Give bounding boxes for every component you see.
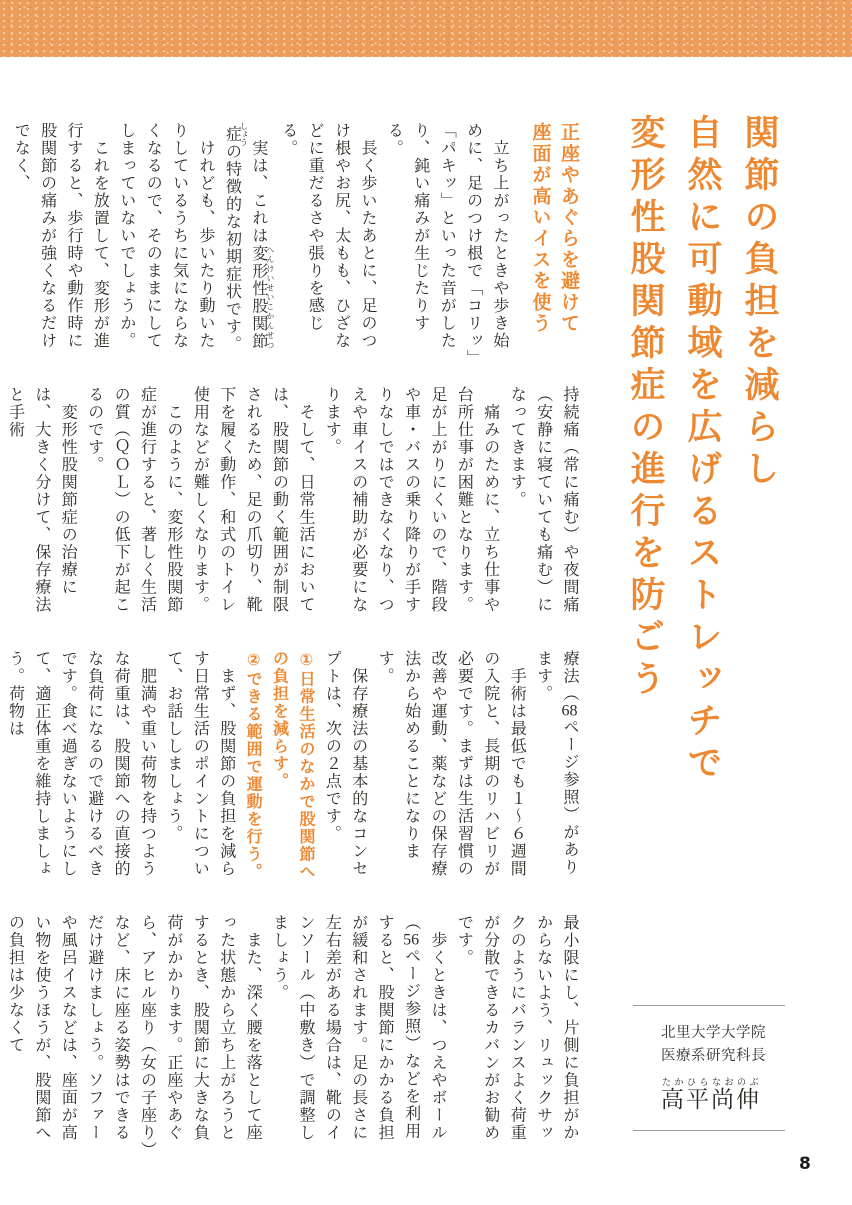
- text-segment: ①日常生活のなかで股関節への負担を減らす。: [270, 650, 314, 881]
- text-segment: 68: [561, 702, 578, 719]
- title-line: 自然に可動域を広げるストレッチで: [683, 114, 722, 786]
- text-section-4: [6, 914, 582, 1154]
- paragraph: [265, 914, 450, 1154]
- paragraph: [186, 386, 318, 626]
- paragraph: [7, 122, 113, 362]
- text-segment: 保存療法の基本的なコンセプトは、次の２点です。: [323, 650, 367, 878]
- text-segment: ページ参照）などを利用すると、股関節にかかる負担が緩和されます。足の長さに左右差がある場合は、靴のインソール（中敷き）で調整しましょう。: [270, 914, 420, 1142]
- text-segment: 変形性股関節症の治療には、大きく分けて、保存療法と手術: [6, 386, 77, 614]
- paragraph: [1, 650, 159, 890]
- subheading-line: 座面が高いイスを使う: [529, 122, 551, 334]
- ruby-text: 症 しょう: [223, 122, 249, 146]
- text-section-2: [6, 386, 582, 626]
- article-title: [617, 114, 788, 822]
- paragraph: [112, 122, 218, 362]
- text-section-3: [6, 650, 582, 890]
- author-name: [661, 1077, 785, 1114]
- text-segment: このように、変形性股関節症が進行すると、著しく生活の質（ＱＯＬ）の低下が起こるのです。: [85, 386, 182, 614]
- text-segment: そして、日常生活においては、股関節の動く範囲が制限されるため、足の爪切り、靴下を履く動作、和式のトイレ使用などが難しくなります。: [191, 386, 314, 614]
- header-texture-band: [0, 0, 852, 57]
- paragraph: [450, 914, 582, 1154]
- text-segment: 56: [403, 931, 420, 948]
- text-segment: 立ち上がったときや歩き始めに、足のつけ根で「コリッ」「パキッ」といった音がしたり、鈍い痛みが生じたりする。: [385, 122, 508, 359]
- author-affiliation: [661, 1022, 785, 1068]
- paragraph: [318, 650, 371, 890]
- text-segment: ②できる範囲で運動を行う。: [244, 650, 262, 881]
- paragraph: [318, 386, 503, 626]
- text-segment: 最小限にし、片側に負担がかからないよう、リュックサックのようにバランスよく荷重が分散できるカバンがお勧めです。: [455, 914, 578, 1142]
- text-segment: けれども、歩いたり動いたりしているうちに気にならなくなるので、そのままにしてしまっていないでしょうか。: [117, 122, 215, 350]
- text-segment: これを放置して、変形が進行すると、歩行時や動作時に股関節の痛みが強くなるだけでなく、: [12, 122, 109, 350]
- author-name-furigana: たかひらなおのぶ: [661, 1077, 761, 1087]
- ruby-text: 変形性股関節 へんけいせいこかんせつ: [249, 244, 275, 350]
- paragraph: [239, 650, 265, 890]
- paragraph: [218, 122, 274, 362]
- text-segment: の特徴的な初期症状です。: [223, 142, 241, 353]
- author-block: [633, 1005, 785, 1131]
- paragraph: [503, 386, 582, 626]
- paragraph: [529, 650, 582, 890]
- paragraph: [80, 386, 186, 626]
- author-name-text: 高平尚伸: [661, 1087, 761, 1112]
- text-segment: 実は、これは: [249, 122, 267, 245]
- text-segment: 療法（: [561, 650, 578, 703]
- affiliation-line: 北里大学大学院: [661, 1025, 766, 1041]
- text-segment: 持続痛（常に痛む）や夜間痛（安静に寝ていても痛む）になってきます。: [508, 386, 578, 614]
- text-segment: 長く歩いたあとに、足のつけ根やお尻、太もも、ひざなどに重だるさや張りを感じる。: [279, 122, 376, 350]
- text-section-1: [12, 122, 582, 362]
- paragraph: [1, 386, 80, 626]
- page-number: 8: [799, 1154, 811, 1174]
- title-line: 変形性股関節症の進行を防ごう: [626, 114, 665, 702]
- text-segment: 肥満や重い荷物を持つような荷重は、股関節への直接的な負荷になるので避けるべきです。食べ過ぎないようにして、適正体重を維持しましょう。荷物は: [6, 650, 156, 878]
- paragraph: [274, 122, 380, 362]
- text-segment: まず、股関節の負担を減らす日常生活のポイントについて、お話ししましょう。: [164, 650, 235, 878]
- text-segment: 痛みのために、立ち仕事や台所仕事が困難となります。足が上がりにくいので、階段や車・バスの乗り降りが手すりなしではできなくなり、つえや車イスの補助が必要になります。: [323, 386, 499, 614]
- paragraph: [380, 122, 512, 362]
- subheading-line: 正座やあぐらを避けて: [558, 122, 579, 334]
- text-segment: ページ参照）があります。: [534, 650, 578, 876]
- paragraph: [1, 914, 265, 1154]
- text-segment: また、深く腰を落として座った状態から立ち上がろうとするとき、股関節に大きな負荷がかかります。正座やあぐら、アヒル座り（女の子座り）など、床に座る姿勢はできるだけ避けましょう。ソファーや風呂イスなどは、座面が高い物を使うほうが、股関節への負担は少なくて: [6, 914, 262, 1151]
- paragraph: [371, 650, 529, 890]
- paragraph: [160, 650, 239, 890]
- text-segment: 手術は最低でも１～６週間の入院と、長期のリハビリが必要です。まずは生活習慣の改善や運動、薬などの保存療法から始めることになります。: [376, 650, 526, 878]
- author-name-ruby: [661, 1077, 761, 1112]
- affiliation-line: 医療系研究科長: [661, 1048, 766, 1064]
- text-segment: 歩くときは、つえやボール（: [402, 914, 446, 1142]
- section-subheading: [525, 122, 582, 362]
- paragraph: [265, 650, 318, 890]
- title-line: 関節の負担を減らし: [740, 114, 779, 492]
